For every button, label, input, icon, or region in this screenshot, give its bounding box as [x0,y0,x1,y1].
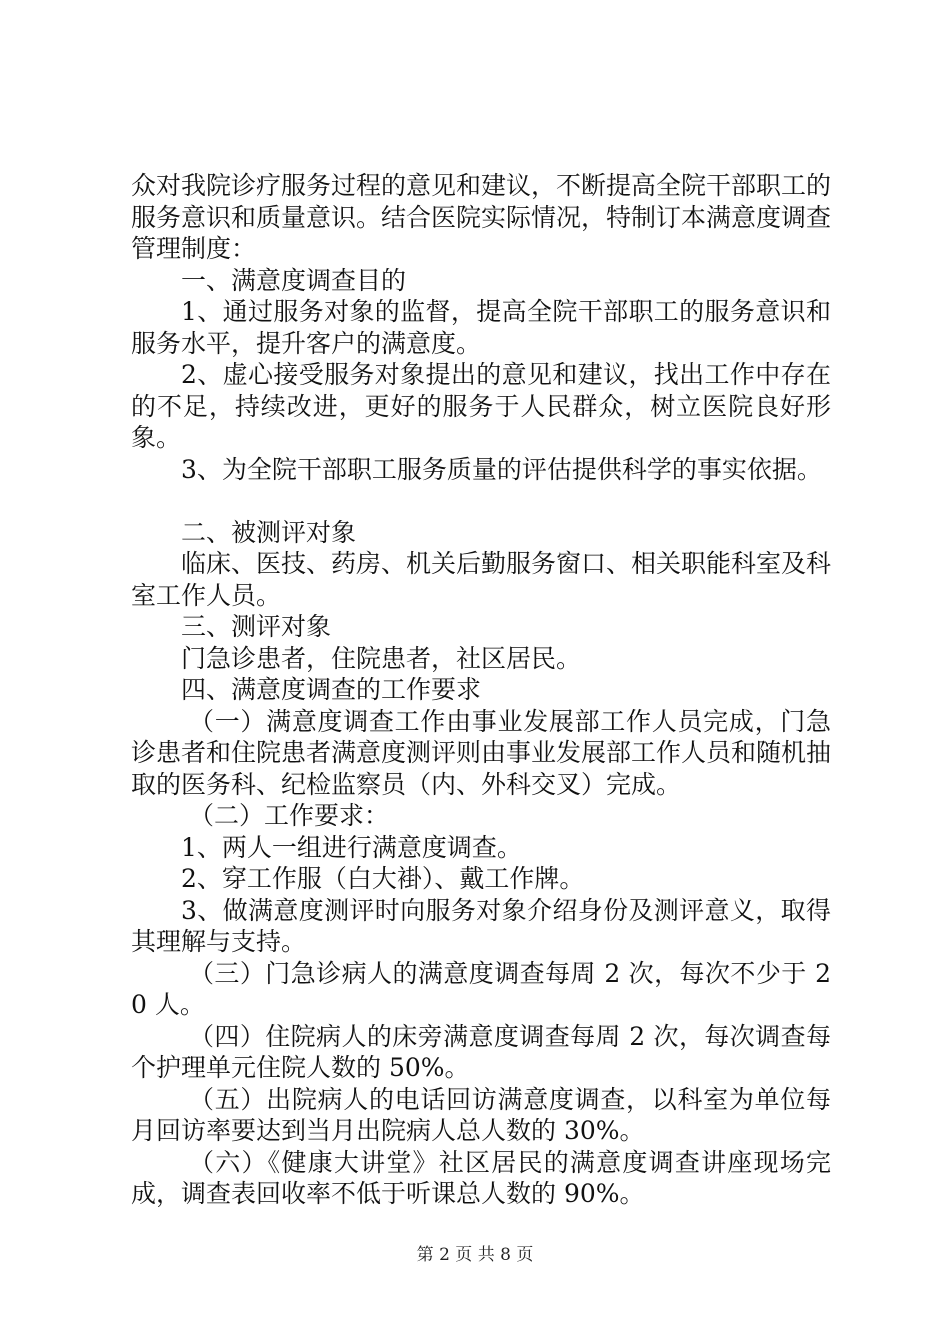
requirement-2-item-3: 3、做满意度测评时向服务对象介绍身份及测评意义，取得其理解与支持。 [131,895,831,956]
page-footer: 第 2 页 共 8 页 [416,1245,534,1265]
purpose-item-1: 1、通过服务对象的监督，提高全院干部职工的服务意识和服务水平，提升客户的满意度。 [131,297,831,358]
purpose-item-3: 3、为全院干部职工服务质量的评估提供科学的事实依据。 [181,454,822,484]
section-heading-evaluated: 二、被测评对象 [181,517,357,547]
requirement-2-item-1: 1、两人一组进行满意度调查。 [181,832,522,862]
requirement-3: （三）门急诊病人的满意度调查每周 2 次，每次不少于 20 人。 [131,958,831,1019]
section-heading-respondents: 三、测评对象 [181,612,332,641]
section-heading-purpose: 一、满意度调查目的 [181,265,407,295]
blank-line [131,485,831,517]
document-body [131,170,831,1210]
requirement-6: （六）《健康大讲堂》社区居民的满意度调查讲座现场完成，调查表回收率不低于听课总人数的 90%。 [131,1147,831,1208]
intro-paragraph: 众对我院诊疗服务过程的意见和建议，不断提高全院干部职工的服务意识和质量意识。结合医院实际情况，特制订本满意度调查管理制度： [131,171,832,263]
requirement-2-item-2: 2、穿工作服（白大褂）、戴工作牌。 [181,864,585,893]
evaluated-list: 临床、医技、药房、机关后勤服务窗口、相关职能科室及科室工作人员。 [131,549,832,610]
requirement-5: （五）出院病人的电话回访满意度调查，以科室为单位每月回访率要达到当月出院病人总人数的 30%。 [131,1084,831,1145]
respondents-list: 门急诊患者，住院患者，社区居民。 [181,643,582,673]
purpose-item-2: 2、虚心接受服务对象提出的意见和建议，找出工作中存在的不足，持续改进，更好的服务于人民群众，树立医院良好形象。 [131,360,831,452]
requirement-1: （一）满意度调查工作由事业发展部工作人员完成，门急诊患者和住院患者满意度测评则由事业发展部工作人员和随机抽取的医务科、纪检监察员（内、外科交叉）完成。 [131,706,832,799]
section-heading-requirements: 四、满意度调查的工作要求 [181,675,482,704]
requirement-4: （四）住院病人的床旁满意度调查每周 2 次，每次调查每个护理单元住院人数的 50%。 [131,1021,831,1082]
requirement-2-heading: （二）工作要求： [189,801,390,830]
